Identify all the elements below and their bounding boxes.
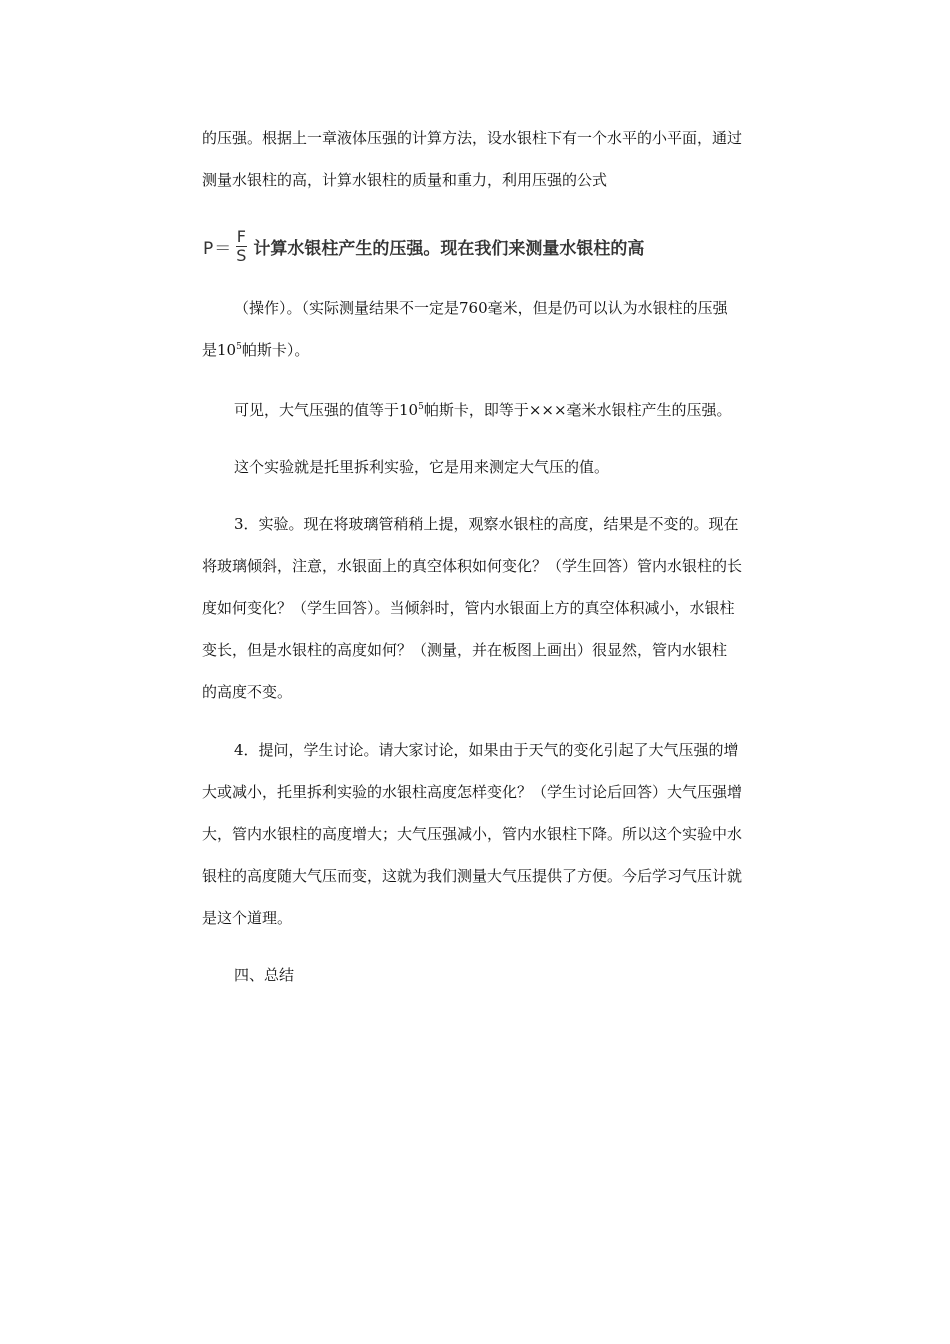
formula-lhs: P＝ [203,238,233,259]
text-line: 3．实验。现在将玻璃管稍稍上提，观察水银柱的高度，结果是不变的。现在 [234,515,739,533]
text-line: 的压强。根据上一章液体压强的计算方法，设水银柱下有一个水平的小平面，通过 [202,129,743,147]
text-line: 度如何变化？（学生回答）。当倾斜时，管内水银面上方的真空体积减小，水银柱 [202,599,735,617]
text-line: 大或减小，托里拆利实验的水银柱高度怎样变化？（学生讨论后回答）大气压强增 [202,783,743,801]
pressure-formula [203,224,644,268]
formula-denominator: S [236,245,247,265]
formula-text: 计算水银柱产生的压强。现在我们来测量水银柱的高 [253,238,645,259]
text-line: 测量水银柱的高，计算水银柱的质量和重力，利用压强的公式 [202,171,608,189]
text-line: 变长，但是水银柱的高度如何？（测量，并在板图上画出）很显然，管内水银柱 [202,641,728,659]
text-line: 这个实验就是托里拆利实验，它是用来测定大气压的值。 [234,458,610,476]
text-line [202,340,812,360]
superscript: 5 [236,342,242,352]
text-line: （操作）。（实际测量结果不一定是760毫米，但是仍可以认为水银柱的压强 [234,299,728,317]
text-line: 的高度不变。 [202,683,293,701]
text-line: 是这个道理。 [202,909,293,927]
text-line: 大，管内水银柱的高度增大；大气压强减小，管内水银柱下降。所以这个实验中水 [202,825,743,843]
text-line: 银柱的高度随大气压而变，这就为我们测量大气压提供了方便。今后学习气压计就 [202,867,743,885]
section-title: 四、总结 [234,966,295,984]
text-line [234,400,844,420]
superscript: 5 [418,402,424,412]
formula-numerator: F [236,226,246,246]
text-segment: 是10 [202,341,237,359]
text-line: 4．提问，学生讨论。请大家讨论，如果由于天气的变化引起了大气压强的增 [234,741,739,759]
text-segment: 帕斯卡，即等于×××毫米水银柱产生的压强。 [423,401,732,419]
text-segment: 可见，大气压强的值等于10 [234,401,419,419]
formula-fraction [235,228,247,265]
text-line: 将玻璃倾斜，注意，水银面上的真空体积如何变化？（学生回答）管内水银柱的长 [202,557,743,575]
text-segment: 帕斯卡）。 [241,341,310,359]
